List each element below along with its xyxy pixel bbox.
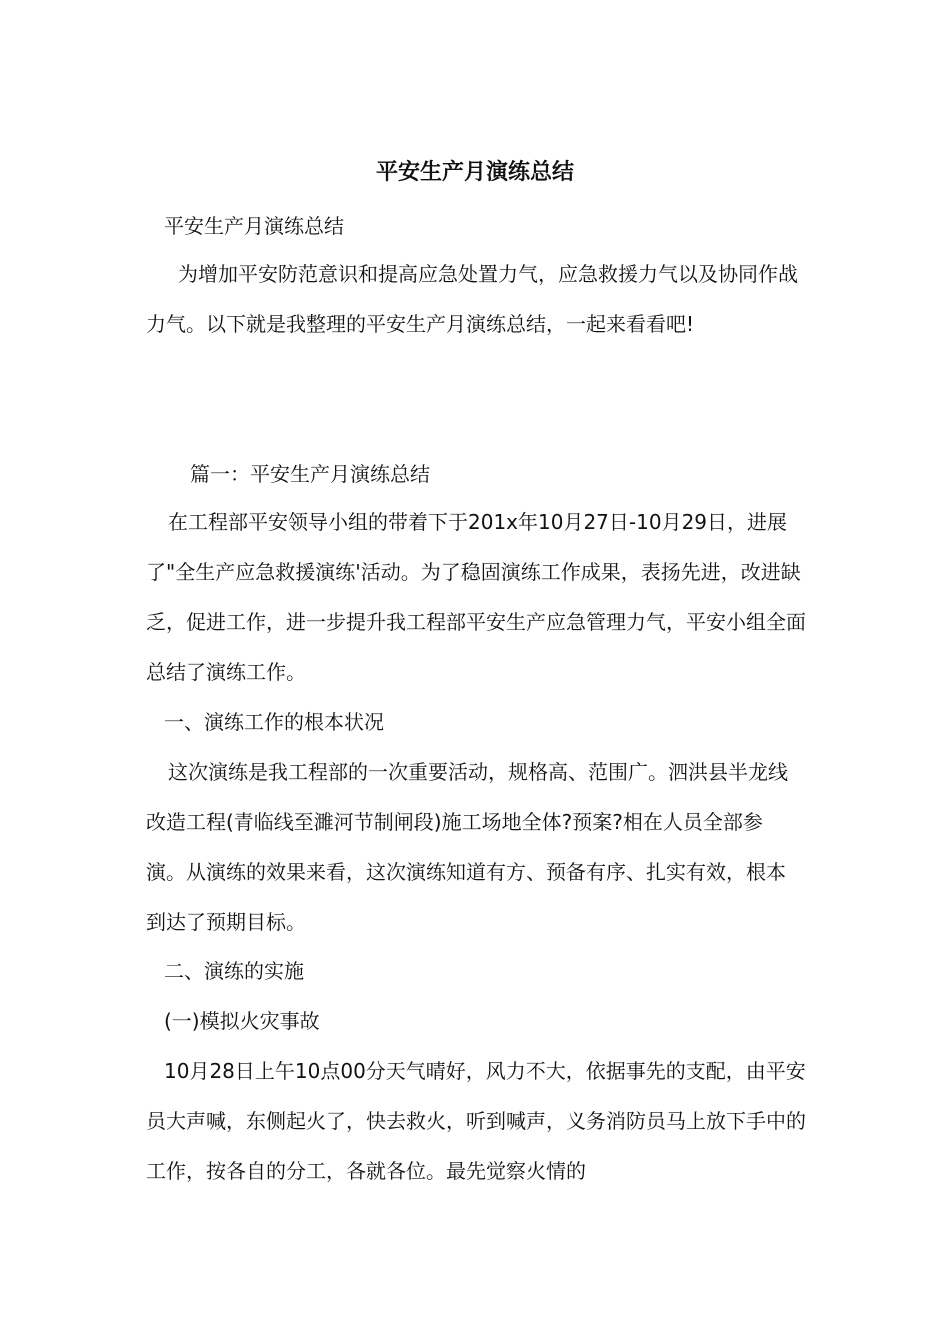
section-heading-2: 二、演练的实施	[164, 959, 304, 983]
paragraph-background: 在工程部平安领导小组的带着下于201x年10月27日-10月29日，进展了"全生产应急救援演练'活动。为了稳固演练工作成果，表扬先进，改进缺乏，促进工作，进一步提升我工程部平安生产应急管理力气，平安小组全面总结了演练工作。	[146, 510, 806, 684]
paragraph-fire-drill: 10月28日上午10点00分天气晴好，风力不大，依据事先的支配，由平安员大声喊，东侧起火了，快去救火，听到喊声，义务消防员马上放下手中的工作，按各自的分工，各就各位。最先觉察火情的	[146, 1059, 806, 1183]
paragraph-overview: 这次演练是我工程部的一次重要活动，规格高、范围广。泗洪县半龙线改造工程(青临线至濉河节制闸段)施工场地全体?预案?相在人员全部参演。从演练的效果来看，这次演练知道有方、预备有序、扎实有效，根本到达了预期目标。	[146, 760, 788, 934]
paragraph-subtitle: 平安生产月演练总结	[164, 214, 344, 238]
paragraph-intro: 为增加平安防范意识和提高应急处置力气，应急救援力气以及协同作战力气。以下就是我整理的平安生产月演练总结，一起来看看吧!	[146, 262, 798, 336]
document-title: 平安生产月演练总结	[375, 159, 574, 185]
paragraph-chapter-heading: 篇一：平安生产月演练总结	[190, 462, 430, 486]
section-heading-1: 一、演练工作的根本状况	[164, 710, 384, 734]
subsection-heading-1: (一)模拟火灾事故	[164, 1009, 320, 1033]
